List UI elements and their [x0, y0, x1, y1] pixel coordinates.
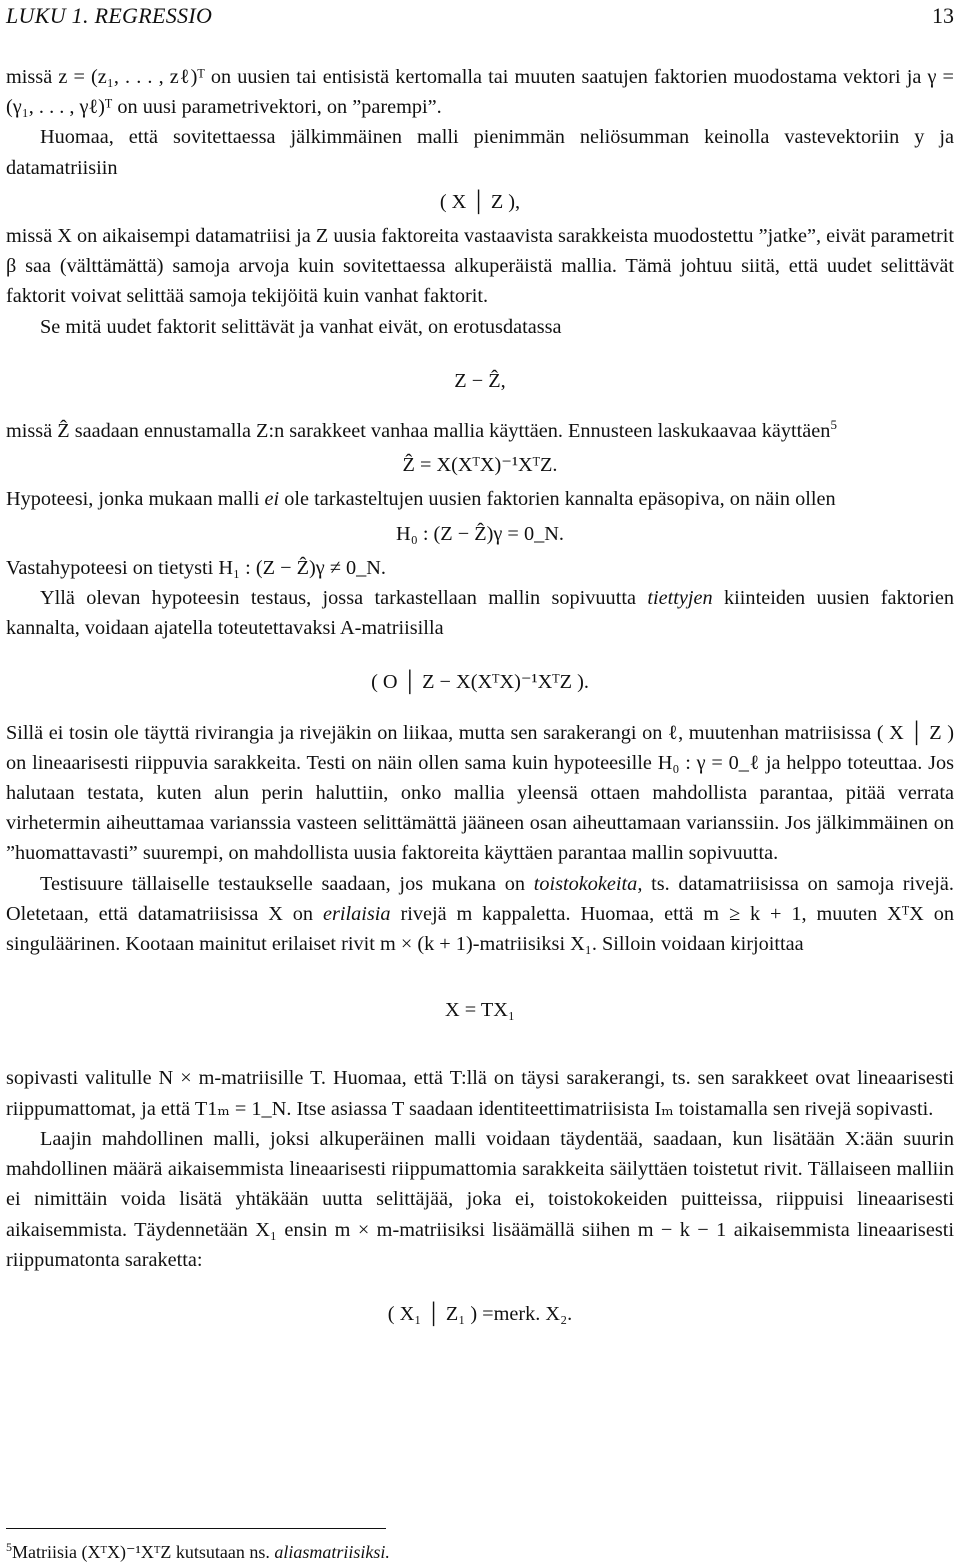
display-equation: ( O │ Z − X(XᵀX)⁻¹XᵀZ ).	[371, 671, 589, 694]
body-text	[6, 62, 954, 1349]
paragraph	[6, 416, 954, 446]
paragraph	[6, 583, 954, 643]
paragraph	[6, 869, 954, 960]
display-equation: Z − Ẑ,	[454, 369, 506, 392]
running-header	[6, 2, 954, 30]
emphasis-text: toistokokeita,	[533, 872, 643, 895]
footnote-rule	[6, 1528, 386, 1529]
display-equation: ( X │ Z ),	[439, 190, 521, 213]
paragraph-text: rivejä m kappaletta. Huomaa, että m ≥ k + 1, muuten XᵀX on singuläärinen. Kootaan mainitut erilaiset rivit m × (k + 1)-matriisiksi X₁. Silloin voidaan kirjoittaa	[6, 902, 954, 956]
paragraph-text: missä Ẑ saadaan ennustamalla Z:n sarakkeet vanhaa mallia käyttäen. Ennusteen laskukaavaa käyttäen	[6, 420, 831, 443]
chapter-title: LUKU 1. REGRESSIO	[6, 3, 213, 28]
emphasis-text: tiettyjen	[647, 587, 713, 610]
paragraph-text: Hypoteesi, jonka mukaan malli	[6, 488, 260, 511]
paragraph-text: ole tarkasteltujen uusien faktorien kannalta epäsopiva, on näin ollen	[284, 488, 836, 511]
paragraph: Sillä ei tosin ole täyttä rivirangia ja rivejäkin on liikaa, mutta sen sarakerangi on ℓ, muutenhan matriisissa ( X │ Z ) on lineaarisesti riippuvia sarakkeita. Testi on näin ollen sama kuin hypoteesille H₀ : γ = 0_ℓ ja helppo toteuttaa. Jos halutaan testata, kuten alun perin haluttiin, onko mallia yleensä ottaen mahdollista parantaa, pitää verrata virhetermin aiheuttamaa varianssia vasteen selittämättä jääneen osan aiheuttamaan varianssiin. Jos jälkimmäinen on ”huomattavasti” suurempi, on mahdollista uusia faktoreita käyttäen parantaa mallin sopivuutta.	[6, 721, 954, 865]
paragraph: missä X on aikaisempi datamatriisi ja Z uusia faktoreita vastaavista sarakkeista muodostettu ”jatke”, eivät parametrit β saa (välttämättä) samoja arvoja kuin sovitettaessa alkuperäistä mallia. Tämä johtuu siitä, että uudet selittävät faktorit voivat selittää samoja tekijöitä kuin vanhat faktorit.	[6, 225, 954, 308]
footnote-number: 5	[6, 1540, 12, 1554]
footnote-text: Matriisia (XᵀX)⁻¹XᵀZ kutsutaan ns.	[12, 1542, 270, 1562]
paragraph-text: kiinteiden uusien faktorien kannalta, voidaan ajatella toteutettavaksi A-matriisilla	[6, 587, 954, 640]
paragraph-text: ts. datamatriisissa on samoja rivejä. Oletetaan, että datamatriisissa X on	[6, 872, 954, 925]
paragraph: Se mitä uudet faktorit selittävät ja vanhat eivät, on erotusdatassa	[40, 315, 562, 338]
footnote-emphasis: aliasmatriisiksi.	[274, 1542, 390, 1562]
paragraph-text: Yllä olevan hypoteesin testaus, jossa tarkastellaan mallin sopivuutta	[40, 587, 636, 610]
display-equation: ( X₁ │ Z₁ ) =merk. X₂.	[387, 1302, 573, 1325]
display-equation: Ẑ = X(XᵀX)⁻¹XᵀZ.	[402, 454, 558, 477]
footnote-marker: 5	[830, 417, 837, 433]
page-number: 13	[932, 3, 954, 28]
paragraph	[6, 484, 954, 514]
paragraph: missä z = (z₁, . . . , zℓ)ᵀ on uusien tai entisistä kertomalla tai muuten saatujen faktorien muodostama vektori ja γ = (γ₁, . . . , γℓ)ᵀ on uusi parametrivektori, on ”parempi”.	[6, 66, 954, 119]
footnote	[6, 1534, 954, 1565]
paragraph: Huomaa, että sovitettaessa jälkimmäinen malli pienimmän neliösumman keinolla vastevektoriin y ja datamatriisiin	[6, 126, 954, 179]
paragraph-text: Testisuure tällaiselle testaukselle saadaan, jos mukana on	[40, 872, 525, 895]
display-equation: X = TX₁	[445, 999, 515, 1022]
paragraph: Vastahypoteesi on tietysti H₁ : (Z − Ẑ)γ ≠ 0_N.	[6, 556, 386, 579]
emphasis-text: ei	[264, 488, 280, 511]
emphasis-text: erilaisia	[322, 902, 391, 925]
paragraph: sopivasti valitulle N × m-matriisille T. Huomaa, että T:llä on täysi sarakerangi, ts. sen sarakkeet ovat lineaarisesti riippumattomat, ja että T1ₘ = 1_N. Itse asiassa T saadaan identiteettimatriisista Iₘ toistamalla sen rivejä sopivasti.	[6, 1067, 954, 1120]
paragraph: Laajin mahdollinen malli, joksi alkuperäinen malli voidaan täydentää, saadaan, kun lisätään X:ään suurin mahdollinen määrä aikaisemmista lineaarisesti riippumattomia sarakkeita säilyttäen toistetut rivit. Tällaiseen malliin ei nimittäin voida lisätä yhtäkään uutta selittäjää, joka ei, toistokokeiden puitteissa, riippuisi lineaarisesti aikaisemmista. Täydennetään X₁ ensin m × m-matriisiksi lisäämällä siihen m − k − 1 aikaisemmista lineaarisesti riippumatonta saraketta:	[6, 1127, 954, 1271]
display-equation: H₀ : (Z − Ẑ)γ = 0_N.	[396, 522, 564, 545]
